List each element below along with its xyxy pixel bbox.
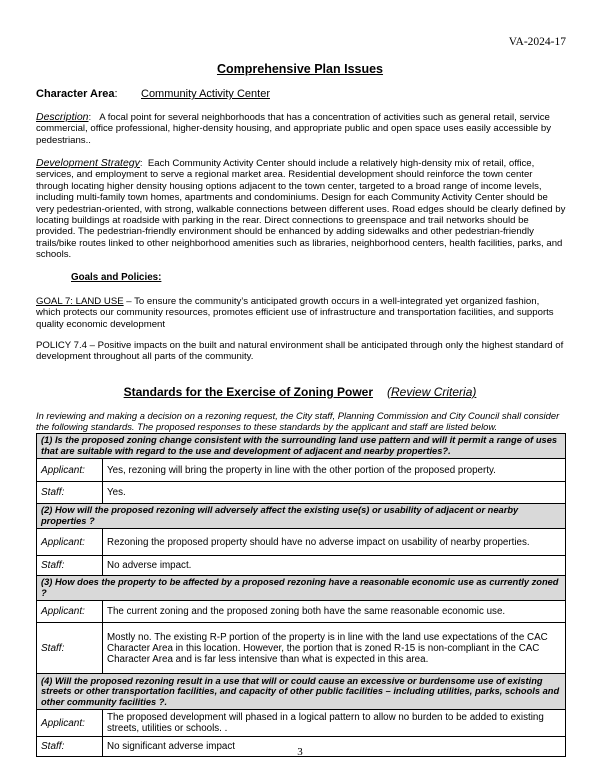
staff-label: Staff: <box>37 556 103 576</box>
description-paragraph: Description: A focal point for several neighborhoods that has a concentration of activities such as general retail, service commercial, office professional, higher-density housing, and appropriate public and open space uses easily accessible by pedestrians.. <box>36 111 551 146</box>
staff-label: Staff: <box>37 737 103 757</box>
staff-response: Mostly no. The existing R-P portion of the property is in line with the land use expectations of the CAC Character Area in this location. However, the portion that is zoned R-15 is non-compliant in the CAC Character Area and is far less intensive than what is expected in this area. <box>103 623 566 674</box>
standards-title-main: Standards for the Exercise of Zoning Power <box>123 385 374 399</box>
applicant-response: The proposed development will phased in a logical pattern to allow no burden to be added to existing streets, utilities or schools. . <box>103 710 566 737</box>
criterion-staff-row <box>37 623 566 674</box>
criterion-question: (1) Is the proposed zoning change consistent with the surrounding land use pattern and will it permit a range of uses that are suitable with regard to the use and development of adjacent and nearby properties?. <box>37 434 566 459</box>
development-strategy-paragraph: Development Strategy: Each Community Activity Center should include a relatively high-density mix of retail, office, services, and employment to serve a regional market area. Residential development should reinforce the town center through locating higher density housing options adjacent to the town center, targeted to a broad range of income levels, including multi-family town homes, apartments and condominiums. Design for each Community Activity Center should be very pedestrian-oriented, with strong, walkable connections between different uses. Road edges should be clearly defined by locating buildings at roadside with parking in the rear. Direct connections to greenspace and trail networks should be provided. The pedestrian-friendly environment should be enhanced by adding sidewalks and other pedestrian-friendly trails/bike routes linked to other neighborhood amenities such as libraries, neighborhood centers, health facilities, parks, and schools. <box>36 157 566 261</box>
character-area-colon: : <box>114 88 118 100</box>
document-id: VA-2024-17 <box>508 36 566 48</box>
criterion-applicant-row <box>37 710 566 737</box>
criterion-applicant-row <box>37 459 566 482</box>
criterion-question-row <box>37 674 566 710</box>
applicant-label: Applicant: <box>37 529 103 556</box>
staff-response: No adverse impact. <box>103 556 566 576</box>
staff-response: No significant adverse impact <box>103 737 566 757</box>
staff-label: Staff: <box>37 623 103 674</box>
criterion-question: (4) Will the proposed rezoning result in a use that will or could cause an excessive or burdensome use of existing streets or other transportation facilities, and capacity of other public facilities – including utilities, parks, schools and other community facilities ?. <box>37 674 566 710</box>
criterion-staff-row <box>37 482 566 504</box>
criterion-staff-row <box>37 556 566 576</box>
applicant-response: The current zoning and the proposed zoning both have the same reasonable economic use. <box>103 601 566 623</box>
staff-label: Staff: <box>37 482 103 504</box>
policy-7-4-paragraph: POLICY 7.4 – Positive impacts on the built and natural environment shall be anticipated through only the highest standard of development throughout all parts of the community. <box>36 340 564 363</box>
applicant-response: Rezoning the proposed property should have no adverse impact on usability of nearby properties. <box>103 529 566 556</box>
review-criteria-table <box>36 433 566 757</box>
goal-7-label: GOAL 7: LAND USE <box>36 296 124 307</box>
goal-7-paragraph <box>36 296 566 330</box>
character-area-label: Character Area <box>36 88 115 100</box>
development-strategy-label: Development Strategy <box>36 157 140 169</box>
criterion-question: (2) How will the proposed rezoning will adversely affect the existing use(s) or usability of adjacent or nearby properties ? <box>37 504 566 529</box>
applicant-label: Applicant: <box>37 710 103 737</box>
criterion-applicant-row <box>37 601 566 623</box>
standards-title-sub: (Review Criteria) <box>387 385 477 399</box>
description-label: Description <box>36 111 89 123</box>
criterion-question: (3) How does the property to be affected by a proposed rezoning have a reasonable economic use as currently zoned ? <box>37 576 566 601</box>
description-text: A focal point for several neighborhoods that has a concentration of activities such as general retail, service commercial, office professional, higher-density housing, and appropriate public and open space uses easily accessible by pedestrians.. <box>36 112 551 146</box>
page-number: 3 <box>297 746 303 758</box>
standards-title <box>0 385 600 399</box>
criterion-applicant-row <box>37 529 566 556</box>
page-title: Comprehensive Plan Issues <box>216 62 384 76</box>
goal-7-text: – To ensure the community’s anticipated growth occurs in a well-integrated yet organized fashion, which protects our community resources, promotes efficient use of infrastructure and transportation facilities, and supports quality economic development <box>36 296 554 330</box>
criterion-question-row <box>37 504 566 529</box>
applicant-label: Applicant: <box>37 601 103 623</box>
character-area-row <box>36 88 270 100</box>
standards-intro: In reviewing and making a decision on a rezoning request, the City staff, Planning Commission and City Council shall consider the following standards. The proposed responses to these standards by the applicant and staff are listed below. <box>36 410 560 432</box>
criterion-question-row <box>37 576 566 601</box>
staff-response: Yes. <box>103 482 566 504</box>
goals-heading: Goals and Policies: <box>71 272 162 283</box>
applicant-response: Yes, rezoning will bring the property in line with the other portion of the proposed property. <box>103 459 566 482</box>
applicant-label: Applicant: <box>37 459 103 482</box>
development-strategy-text: Each Community Activity Center should include a relatively high-density mix of retail, office, services, and employment to serve a regional market area. Residential development should reinforce the town center through locating higher density housing options adjacent to the town center, targeted to a broad range of income levels, including multi-family town homes, apartments and condominiums. Design for each Community Activity Center should be very pedestrian-oriented, with strong, walkable connections between different uses. Road edges should be clearly defined by locating buildings at roadside with parking in the rear. Direct connections to greenspace and trail networks should be provided. The pedestrian-friendly environment should be enhanced by adding sidewalks and other pedestrian-friendly trails/bike routes linked to other neighborhood amenities such as libraries, neighborhood centers, health facilities, parks, and schools. <box>36 158 566 261</box>
criterion-question-row <box>37 434 566 459</box>
character-area-value: Community Activity Center <box>141 88 270 100</box>
